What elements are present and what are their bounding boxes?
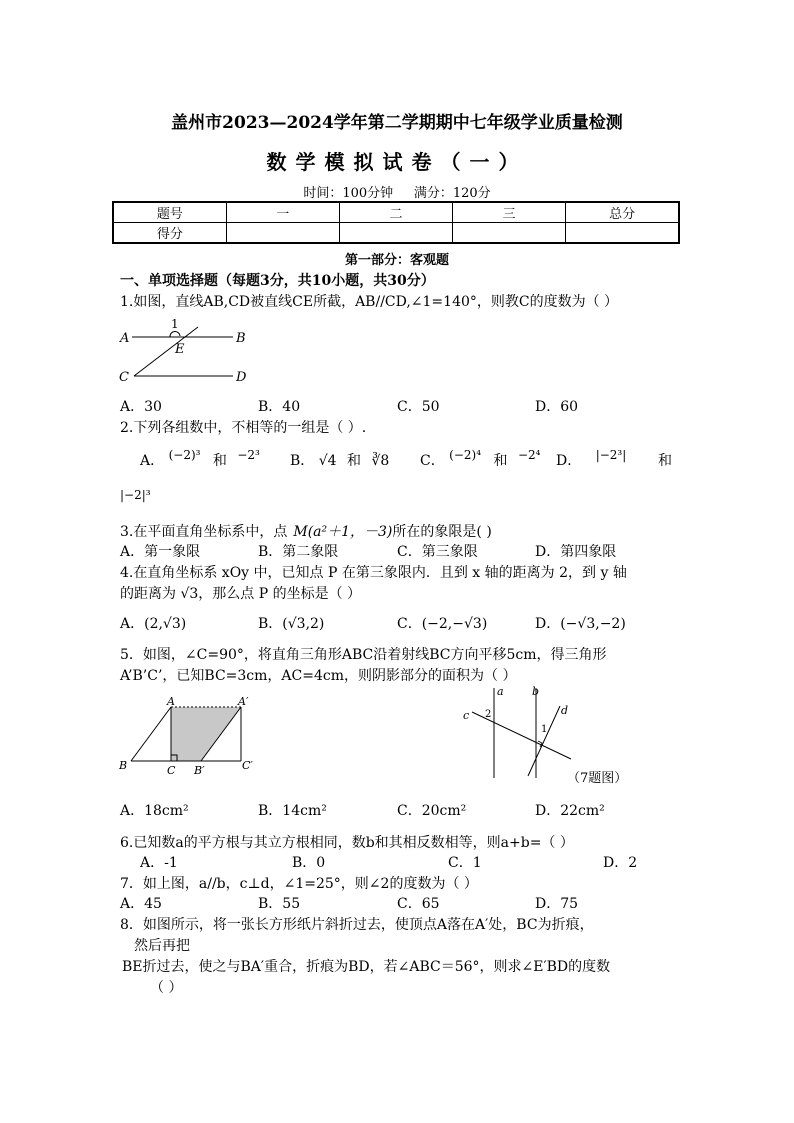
q7-label-a: a: [497, 685, 504, 698]
q1-label-one: 1: [171, 317, 179, 331]
q6-option-c[interactable]: C．1: [448, 855, 482, 871]
q7-label-two: 2: [485, 709, 492, 720]
q6-option-d[interactable]: D．2: [603, 855, 638, 871]
q1-option-b[interactable]: B．40: [258, 399, 301, 415]
q1-option-c[interactable]: C．50: [397, 399, 440, 415]
q2-a-expr2: −2³: [237, 448, 260, 462]
q2-d-and: 和: [658, 453, 672, 469]
q7-option-a[interactable]: A．45: [120, 896, 162, 912]
q1-label-c: C: [119, 370, 129, 385]
q1-option-a[interactable]: A．30: [120, 399, 162, 415]
q5-figure: [118, 695, 263, 780]
q2-c-expr1: (−2)⁴: [449, 448, 482, 462]
q8-line2: 然后再把: [134, 938, 190, 954]
q3-stem: [120, 521, 492, 541]
q2-c-and: 和: [493, 453, 508, 469]
q3-option-a[interactable]: A．第一象限: [120, 544, 201, 560]
section1-title: 一、单项选择题（每题3分，共10小题，共30分）: [120, 273, 435, 289]
q2-a-expr1: (−2)³: [168, 448, 201, 462]
q3-option-d[interactable]: D．第四象限: [535, 544, 617, 560]
q2-option-b-letter: B．: [290, 453, 315, 469]
q2-b-expr2: ∛8: [371, 453, 390, 469]
q2-d-expr2: |−2|³: [120, 488, 151, 502]
q4-line1: 4.在直角坐标系 xOy 中，已知点 P 在第三象限内．且到 x 轴的距离为 2，到 y 轴: [120, 565, 627, 581]
q2-option-a-letter: A．: [140, 453, 165, 469]
q2-c-expr2: −2⁴: [517, 448, 541, 462]
q5-option-b[interactable]: B．14cm²: [258, 803, 327, 819]
score-header-cell: 二: [339, 202, 452, 223]
q2-stem: 2.下列各组数中，不相等的一组是（ ）.: [120, 420, 367, 436]
q7-label-one: 1: [541, 724, 548, 735]
q5-option-a[interactable]: A．18cm²: [120, 803, 189, 819]
q7-stem: 7．如上图，a//b，c⊥d，∠1=25°，则∠2的度数为（ ）: [120, 876, 478, 892]
q2-option-c[interactable]: [420, 450, 540, 470]
score-input-cell[interactable]: [566, 223, 679, 244]
score-input-cell[interactable]: [339, 223, 452, 244]
q2-a-and: 和: [212, 453, 227, 469]
score-label-cell: 得分: [113, 223, 226, 244]
q1-label-a: A: [120, 331, 130, 346]
score-header-cell: 总分: [566, 202, 679, 223]
q2-option-d[interactable]: [556, 450, 626, 470]
q5-option-d[interactable]: D．22cm²: [535, 803, 605, 819]
q3-stem-math: M(a²＋1，－3): [293, 524, 393, 540]
score-input-cell[interactable]: [453, 223, 566, 244]
q4-option-a[interactable]: A．(2,√3): [120, 616, 187, 632]
q7-option-c[interactable]: C．65: [397, 896, 440, 912]
q5-option-c[interactable]: C．20cm²: [397, 803, 467, 819]
q4-option-d[interactable]: D．(−√3,−2): [535, 616, 626, 632]
q5-label-c: C: [167, 764, 176, 777]
q3-stem-pre: 3.在平面直角坐标系中，点: [120, 524, 288, 540]
q5-label-b: B: [119, 759, 128, 772]
q7-figure: [458, 686, 578, 781]
q8-line4: （ ）: [150, 980, 183, 996]
q2-option-d-letter: D．: [556, 453, 582, 469]
score-input-cell[interactable]: [226, 223, 339, 244]
q4-line2: 的距离为 √3，那么点 P 的坐标是（ ）: [120, 586, 362, 602]
score-header-cell: 题号: [113, 202, 226, 223]
score-table: [112, 201, 680, 244]
q7-label-b: b: [532, 685, 540, 698]
q2-b-and: 和: [347, 453, 362, 469]
q7-label-c: c: [463, 709, 470, 722]
q1-label-b: B: [236, 331, 246, 346]
q2-b-expr1: √4: [318, 453, 337, 469]
q2-option-b[interactable]: [290, 450, 389, 470]
q1-stem: 1.如图，直线AB,CD被直线CE所截，AB//CD,∠1=140°，则教C的度数为（ ）: [120, 294, 619, 310]
q4-option-c[interactable]: C．(−2,−√3): [397, 616, 488, 632]
exam-title: 盖州市2023—2024学年第二学期期中七年级学业质量检测: [171, 113, 623, 133]
q1-figure: [118, 315, 258, 390]
q1-option-d[interactable]: D．60: [535, 399, 579, 415]
q3-option-b[interactable]: B．第二象限: [258, 544, 339, 560]
q1-label-d: D: [236, 370, 247, 385]
q5-label-c-prime: C′: [242, 759, 253, 772]
time-info: 时间：100分钟 满分：120分: [303, 186, 491, 201]
exam-subtitle: 数学模拟试卷（一）: [266, 150, 528, 174]
q6-option-a[interactable]: A．-1: [140, 855, 178, 871]
q3-stem-post: 所在的象限是( ): [392, 524, 492, 540]
q8-line1: 8．如图所示，将一张长方形纸片斜折过去，使顶点A落在A′处，BC为折痕，: [120, 917, 594, 933]
q7-label-d: d: [561, 704, 569, 717]
q5-label-b-prime: B′: [194, 764, 205, 777]
q5-label-a-prime: A′: [238, 695, 249, 708]
q5-line1: 5．如图，∠C=90°，将直角三角形ABC沿着射线BC方向平移5cm，得三角形: [120, 647, 607, 663]
q5-label-a: A: [167, 695, 175, 708]
q6-option-b[interactable]: B．0: [292, 855, 326, 871]
q4-option-b[interactable]: B．(√3,2): [258, 616, 325, 632]
part-title: 第一部分：客观题: [344, 253, 449, 268]
q3-option-c[interactable]: C．第三象限: [397, 544, 478, 560]
q7-option-b[interactable]: B．55: [258, 896, 301, 912]
q8-line3: BE折过去，使之与BA′重合，折痕为BD，若∠ABC＝56°，则求∠E′BD的度数: [122, 959, 611, 975]
q2-d-expr1: |−2³|: [595, 448, 627, 462]
score-header-cell: 一: [226, 202, 339, 223]
q7-figure-caption: （7题图）: [567, 771, 628, 786]
q2-option-c-letter: C．: [420, 453, 445, 469]
score-header-cell: 三: [453, 202, 566, 223]
q2-option-a[interactable]: [140, 450, 260, 470]
q5-line2: A’B’C’，已知BC=3cm，AC=4cm，则阴影部分的面积为（ ）: [120, 668, 517, 684]
q1-label-e: E: [175, 342, 185, 357]
q7-option-d[interactable]: D．75: [535, 896, 579, 912]
q6-stem: 6.已知数a的平方根与其立方根相同，数b和其相反数相等，则a+b=（ ）: [120, 835, 574, 851]
